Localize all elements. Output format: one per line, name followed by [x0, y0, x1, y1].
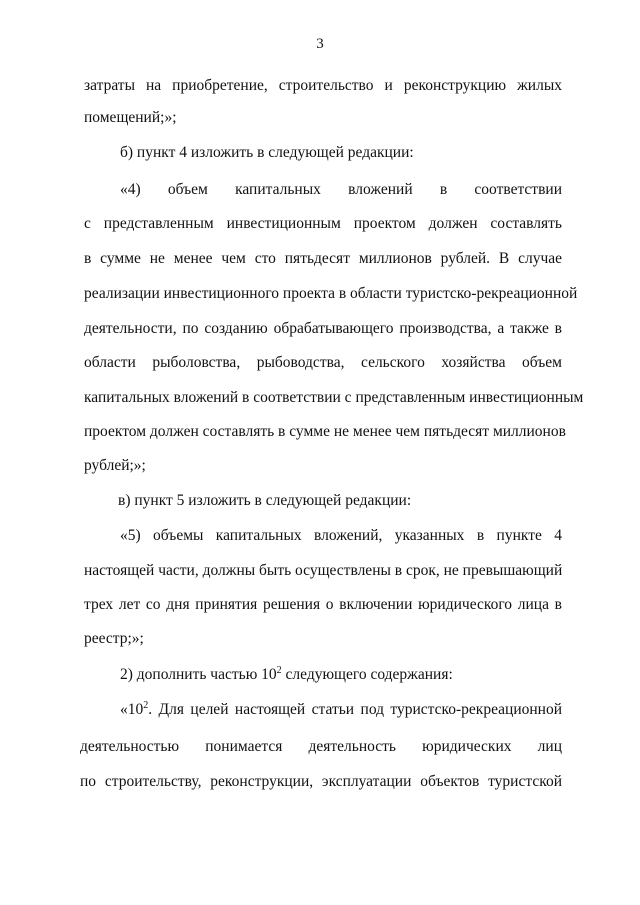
- text-fragment: следующего содержания:: [285, 666, 453, 683]
- text-fragment: 2) дополнить частью 10: [120, 666, 277, 683]
- text-line: реестр;»;: [84, 630, 144, 647]
- text-line: [120, 665, 562, 685]
- text-line: по строительству, реконструкции, эксплуатации объектов туристской: [80, 773, 562, 790]
- text-line: настоящей части, должны быть осуществлены в срок, не превышающий: [84, 562, 563, 579]
- text-line: в) пункт 5 изложить в следующей редакции:: [118, 492, 412, 509]
- text-line: помещений;»;: [84, 109, 177, 126]
- text-line: проектом должен составлять в сумме не менее чем пятьдесят миллионов: [84, 423, 566, 440]
- text-line: в сумме не менее чем сто пятьдесят миллионов рублей. В случае: [84, 250, 562, 267]
- superscript: 2: [276, 665, 282, 676]
- text-line: капитальных вложений в соответствии с представленным инвестиционным: [84, 389, 584, 406]
- text-line: рублей;»;: [84, 457, 146, 474]
- text-line: б) пункт 4 изложить в следующей редакции:: [120, 144, 414, 161]
- text-line: [120, 700, 562, 720]
- text-line: деятельностью понимается деятельность юридических лиц: [80, 738, 562, 755]
- text-fragment: . Для целей настоящей статьи под туристско-рекреационной: [148, 701, 562, 718]
- text-line: «4) объем капитальных вложений в соответствии: [120, 181, 562, 198]
- text-line: деятельности, по созданию обрабатывающего производства, а также в: [84, 320, 562, 337]
- page-number: 3: [316, 36, 324, 52]
- text-line: затраты на приобретение, строительство и реконструкцию жилых: [84, 77, 562, 94]
- text-fragment: «10: [120, 701, 144, 718]
- text-line: реализации инвестиционного проекта в области туристско-рекреационной: [84, 285, 578, 302]
- text-line: трех лет со дня принятия решения о включении юридического лица в: [84, 596, 562, 613]
- text-line: области рыболовства, рыбоводства, сельского хозяйства объем: [84, 354, 562, 371]
- text-line: с представленным инвестиционным проектом должен составлять: [84, 215, 562, 232]
- text-line: «5) объемы капитальных вложений, указанных в пункте 4: [120, 527, 562, 544]
- superscript: 2: [143, 700, 149, 711]
